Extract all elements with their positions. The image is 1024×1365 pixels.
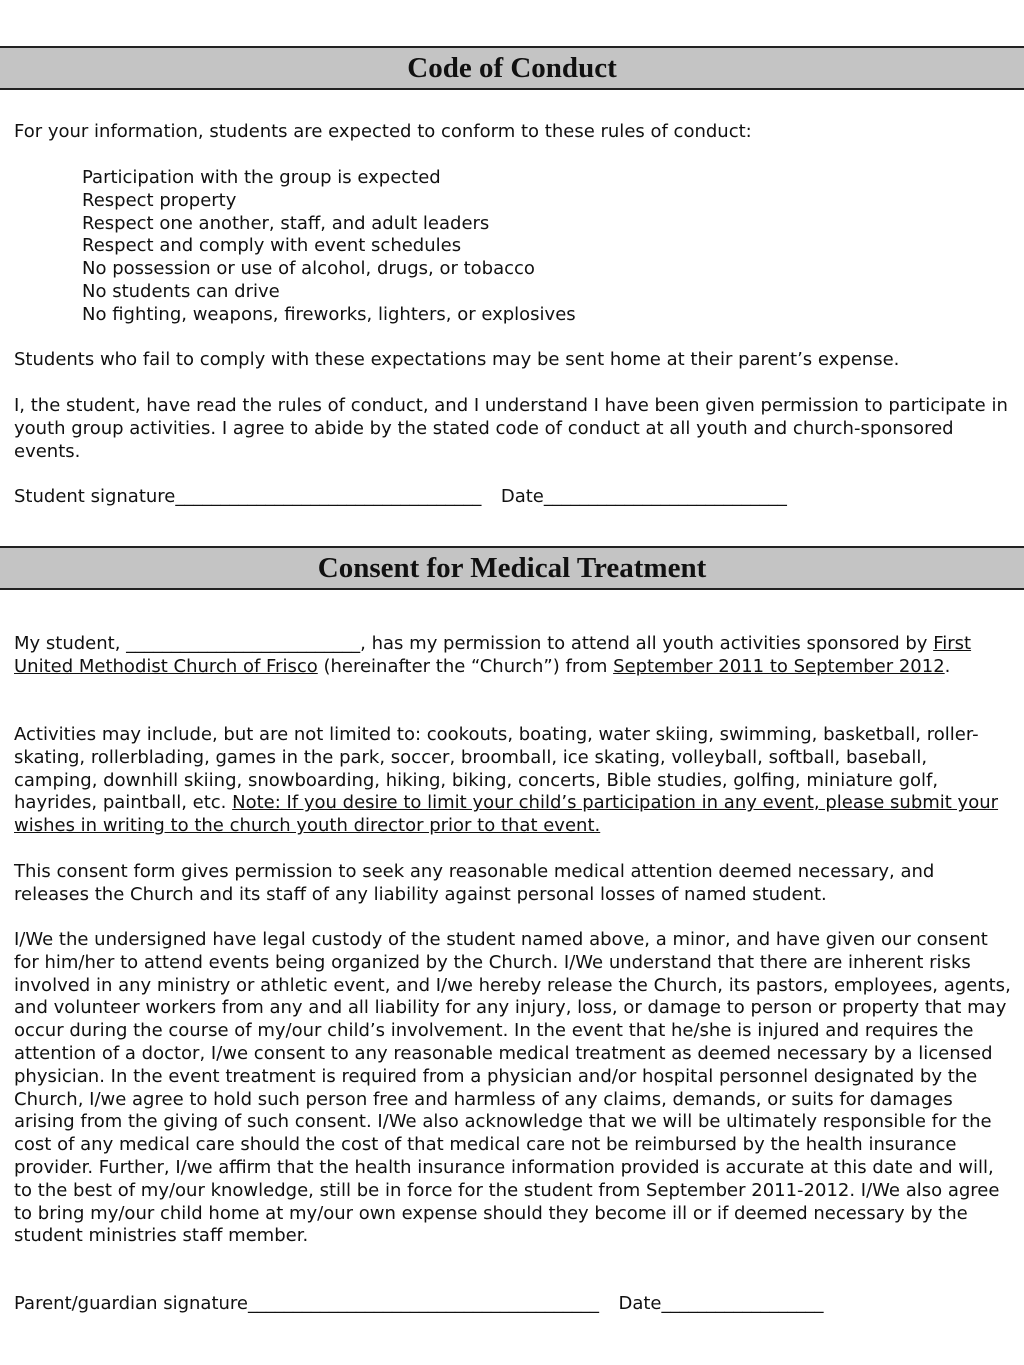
rule-item: Respect one another, staff, and adult leaders: [82, 212, 490, 234]
parent-signature-line: [14, 1293, 1014, 1316]
medical-intro: [14, 633, 1014, 679]
consent-text: This consent form gives permission to seek any reasonable medical attention deemed necessary, and releases the Church and its staff of any liability against personal losses of named student.: [14, 861, 935, 905]
parent-signature-field[interactable]: _______________________________________: [248, 1293, 600, 1314]
activities-text: Activities may include, but are not limited to: cookouts, boating, water skiing, swimming, basketball, roller-skating, rollerblading, games in the park, soccer, broomball, ice skating, volleyball, softball, baseball, camping, downhill skiing, snowboarding, hiking, biking, concerts, Bible studies, golfing, miniature golf, hayrides, paintball, etc.: [14, 724, 979, 814]
conduct-intro-text: For your information, students are expected to conform to these rules of conduct:: [14, 121, 752, 142]
consent-paragraph: [14, 861, 1014, 907]
medical-consent-title: Consent for Medical Treatment: [317, 551, 707, 584]
legal-text: I/We the undersigned have legal custody of the student named above, a minor, and have given our consent for him/her to attend events being organized by the Church. I/We understand that there are inherent risks involved in any ministry or athletic event, and I/we hereby release the Church, its pastors, employees, agents, and volunteer workers from any and all liability for any injury, loss, or damage to person or property that may occur during the course of my/our child’s involvement. In the event that he/she is injured and requires the attention of a doctor, I/we consent to any reasonable medical treatment as deemed necessary by a licensed physician. In the event treatment is required from a physician and/or hospital personnel designated by the Church, I/we agree to hold such person free and harmless of any claims, demands, or suits for damages arising from the giving of such consent. I/We also acknowledge that we will be ultimately responsible for the cost of any medical care should the cost of that medical care not be reimbursed by the health insurance provider. Further, I/we affirm that the health insurance information provided is accurate at this date and will, to the best of my/our knowledge, still be in force for the student from September 2011-2012. I/We also agree to bring my/our child home at my/our own expense should they become ill or if deemed necessary by the student ministries staff member.: [14, 929, 1011, 1247]
medical-intro-suffix: (hereinafter the “Church”) from: [317, 655, 614, 677]
rule-item: No students can drive: [82, 280, 280, 302]
conduct-intro: [14, 121, 1014, 144]
parent-date-field[interactable]: __________________: [661, 1293, 824, 1314]
medical-consent-header: [0, 546, 1024, 590]
rule-item: Respect property: [82, 189, 237, 211]
rule-item: Respect and comply with event schedules: [82, 235, 462, 257]
code-of-conduct-header: [0, 46, 1024, 90]
conduct-agreement-text: I, the student, have read the rules of conduct, and I understand I have been given permission to participate in youth group activities. I agree to abide by the stated code of conduct at all youth and church-sponsored events.: [14, 395, 1008, 462]
medical-intro-end: .: [944, 655, 951, 677]
student-signature-label: Student signature: [14, 486, 176, 507]
conduct-rules-list: [82, 167, 576, 327]
rule-item: Participation with the group is expected: [82, 167, 441, 188]
activity-period: September 2011 to September 2012: [613, 655, 945, 677]
activities-paragraph: [14, 724, 1014, 838]
parent-date-label: Date: [618, 1293, 662, 1314]
student-signature-field[interactable]: __________________________________: [175, 486, 482, 507]
student-date-label: Date: [500, 486, 544, 507]
rule-item: No fighting, weapons, fireworks, lighters, or explosives: [82, 303, 576, 325]
conduct-consequence: [14, 349, 1014, 372]
student-date-field[interactable]: ___________________________: [543, 486, 787, 507]
parent-signature-label: Parent/guardian signature: [14, 1293, 249, 1314]
legal-paragraph: [14, 929, 1014, 1248]
participation-note: Note: If you desire to limit your child’s participation in any event, please submit your wishes in writing to the church youth director prior to that event.: [14, 792, 999, 837]
student-signature-line: [14, 486, 1014, 509]
medical-intro-prefix: My student,: [14, 633, 127, 654]
code-of-conduct-title: Code of Conduct: [407, 51, 617, 84]
church-name: First United Methodist Church of Frisco: [14, 633, 972, 677]
conduct-agreement: [14, 395, 1014, 463]
medical-intro-mid: , has my permission to attend all youth activities sponsored by: [360, 633, 934, 654]
conduct-consequence-text: Students who fail to comply with these expectations may be sent home at their parent’s expense.: [14, 349, 900, 370]
student-name-field[interactable]: __________________________: [126, 633, 361, 654]
rule-item: No possession or use of alcohol, drugs, or tobacco: [82, 258, 535, 280]
